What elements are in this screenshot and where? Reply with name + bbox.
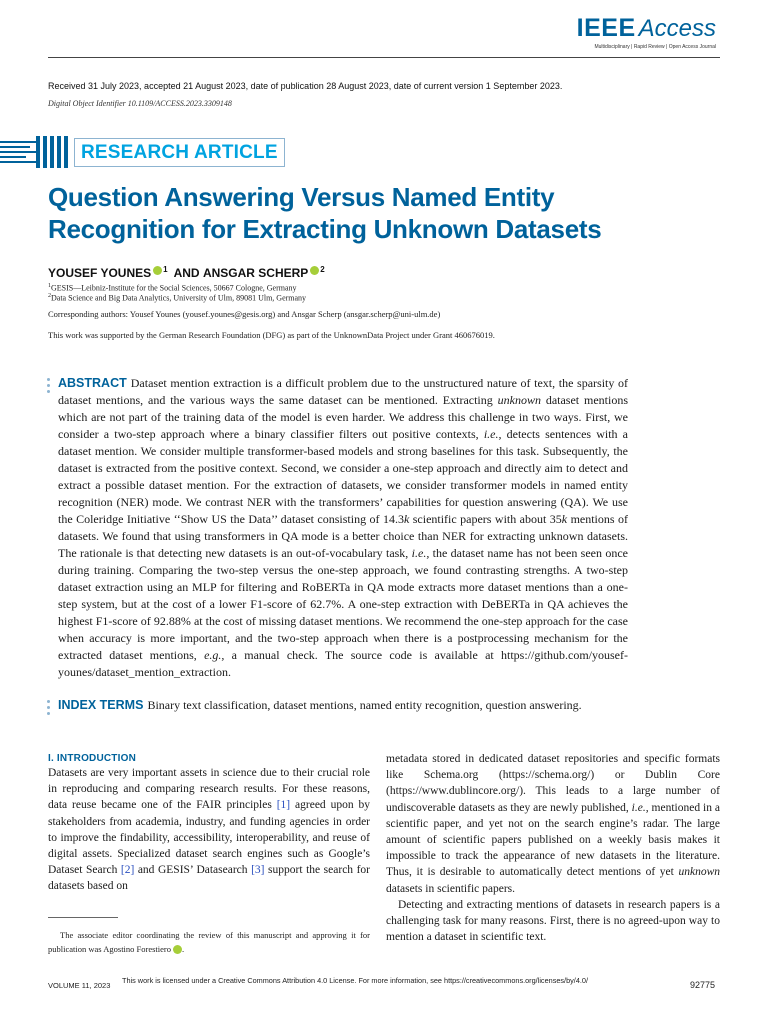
section-heading-introduction: I. INTRODUCTION <box>48 753 136 764</box>
column-right <box>386 751 720 945</box>
intro-paragraph-1: Datasets are very important assets in science due to their crucial role in reproducing and comparing research results. For these reasons, data reuse became one of the FAIR principles [1] agreed upon by stakeholders from academia, industry, and funding agencies in order to improve the findability, accessibility, interoperability, and reuse of digital assets. Specialized dataset search engines such as Google’s Dataset Search [2] and GESIS’ Datasearch [3] support the search for datasets based on <box>48 767 371 893</box>
column-left <box>48 753 370 895</box>
index-terms-text: Binary text classification, dataset mentions, named entity recognition, question answering. <box>147 698 582 712</box>
received-dates: Received 31 July 2023, accepted 21 August 2023, date of publication 28 August 2023, date of current version 1 September 2023. <box>48 81 563 91</box>
footer-volume: VOLUME 11, 2023 <box>48 981 111 990</box>
paper-title <box>48 181 688 245</box>
journal-logo <box>577 16 716 50</box>
citation-2[interactable]: [2] <box>120 864 135 877</box>
author-2: ANSGAR SCHERP <box>202 266 309 280</box>
affiliation-2: $^2$Data Science and Big Data Analytics, University of Ulm, 89081 Ulm, Germany <box>48 293 307 303</box>
title-line-1: Question Answering Versus Named Entity <box>48 182 555 212</box>
logo-tagline: Multidisciplinary | Rapid Review | Open Access Journal <box>594 44 716 50</box>
header-divider <box>48 57 720 58</box>
orcid-icon[interactable] <box>153 266 162 275</box>
abstract: ABSTRACT Dataset mention extraction is a difficult problem due to the unstructured nature of text, the sparsity of dataset mentions, and the various ways the same dataset can be mentioned. Extracting unknown dataset mentions which are not part of the training data of the model is even harder. We address this challenge in two ways. First, we consider a two-step approach where a binary classifier filters out positive contexts, i.e., detects sentences with a dataset mention. We consider multiple transformer-based models and strong baselines for this task. Subsequently, the dataset is extracted from the positive context. Second, we consider a one-step approach and directly aim to detect and extract a possible dataset mention. For the extraction of datasets, we consider transformer models in named entity recognition (NER) mode. We contrast NER with the transformers’ capabilities for question answering (QA). We use the Coleridge Initiative ‘‘Show US the Data’’ dataset consisting of 14.3k scientific papers with about 35k mentions of datasets. We found that using transformers in QA mode is a better choice than NER for extracting unknown datasets. The rationale is that detecting new datasets is an out-of-vocabulary task, i.e., the dataset name has not been seen once during training. Comparing the two-step versus the one-step approach, we found contrasting strengths. A two-step dataset extraction using an MLP for filtering and RoBERTa in QA mode extracts more dataset mentions than a one-step system, but at the cost of a lower F1-score of 62.7%. A one-step extraction with DeBERTa in QA achieves the highest F1-score of 92.88% at the cost of missing dataset mentions. We recommend the one-step approach for the case when accuracy is more important, and the two-step approach when there is a postprocessing mechanism for the extracted dataset mentions, e.g., a manual check. The source code is available at https://github.com/yousef-younes/dataset_mention_extraction. <box>58 376 628 679</box>
citation-1[interactable]: [1] <box>276 799 291 812</box>
logo-access: Access <box>638 15 716 42</box>
affiliation-1: $^1$GESIS—Leibniz-Institute for the Social Sciences, 50667 Cologne, Germany <box>48 283 297 293</box>
orcid-icon[interactable] <box>173 945 182 954</box>
author-1-affiliation: 1 <box>163 264 168 274</box>
abstract-heading: ABSTRACT <box>58 376 127 390</box>
index-terms-marker-icon <box>47 700 50 718</box>
citation-3[interactable]: [3] <box>251 864 265 877</box>
intro-paragraph-2: Detecting and extracting mentions of datasets in research papers is a challenging task for many reasons. First, there is no agreed-upon way to mention a dataset in scientific text. <box>386 898 720 944</box>
doi: Digital Object Identifier 10.1109/ACCESS.2023.3309148 <box>48 99 232 108</box>
title-line-2: Recognition for Extracting Unknown Datasets <box>48 214 602 244</box>
author-conjunction: AND <box>173 266 200 280</box>
banner-label: RESEARCH ARTICLE <box>81 141 278 163</box>
orcid-icon[interactable] <box>310 266 319 275</box>
editor-footnote: The associate editor coordinating the review of this manuscript and approving it for publication was Agostino Forestiero . <box>48 930 370 954</box>
index-terms-heading: INDEX TERMS <box>58 698 144 712</box>
footnote-divider <box>48 917 118 918</box>
footer-license: This work is licensed under a Creative Commons Attribution 4.0 License. For more information, see https://creativecommons.org/licenses/by/4.0/ <box>122 976 588 985</box>
banner-stripes-icon <box>0 139 64 165</box>
page-number: 92775 <box>690 980 716 990</box>
abstract-marker-icon <box>47 378 50 396</box>
author-list <box>48 266 331 280</box>
logo-ieee: IEEE <box>576 14 636 42</box>
banner-label-box <box>74 138 285 167</box>
intro-paragraph-1-continued: metadata stored in dedicated dataset repositories and specific formats like Schema.org (https://schema.org/) or Dublin Core (https://www.dublincore.org/). This leads to a large number of undiscoverable datasets as they are newly published, i.e., mentioned in a scientific paper, and yet not on the search engine’s radar. The large amount of scientific papers published on a weekly basis makes it impossible to track the appearance of new datasets in the literature. Thus, it is desirable to automatically detect mentions of yet unknown datasets in scientific papers. <box>386 753 721 895</box>
funding-statement: This work was supported by the German Research Foundation (DFG) as part of the UnknownData Project under Grant 460676019. <box>48 330 495 340</box>
corresponding-authors: Corresponding authors: Yousef Younes (yousef.younes@gesis.org) and Ansgar Scherp (ansgar.scherp@uni-ulm.de) <box>48 309 441 319</box>
index-terms <box>58 697 658 714</box>
author-2-affiliation: 2 <box>320 264 325 274</box>
research-article-banner <box>0 134 290 168</box>
author-1: YOUSEF YOUNES <box>48 266 152 280</box>
